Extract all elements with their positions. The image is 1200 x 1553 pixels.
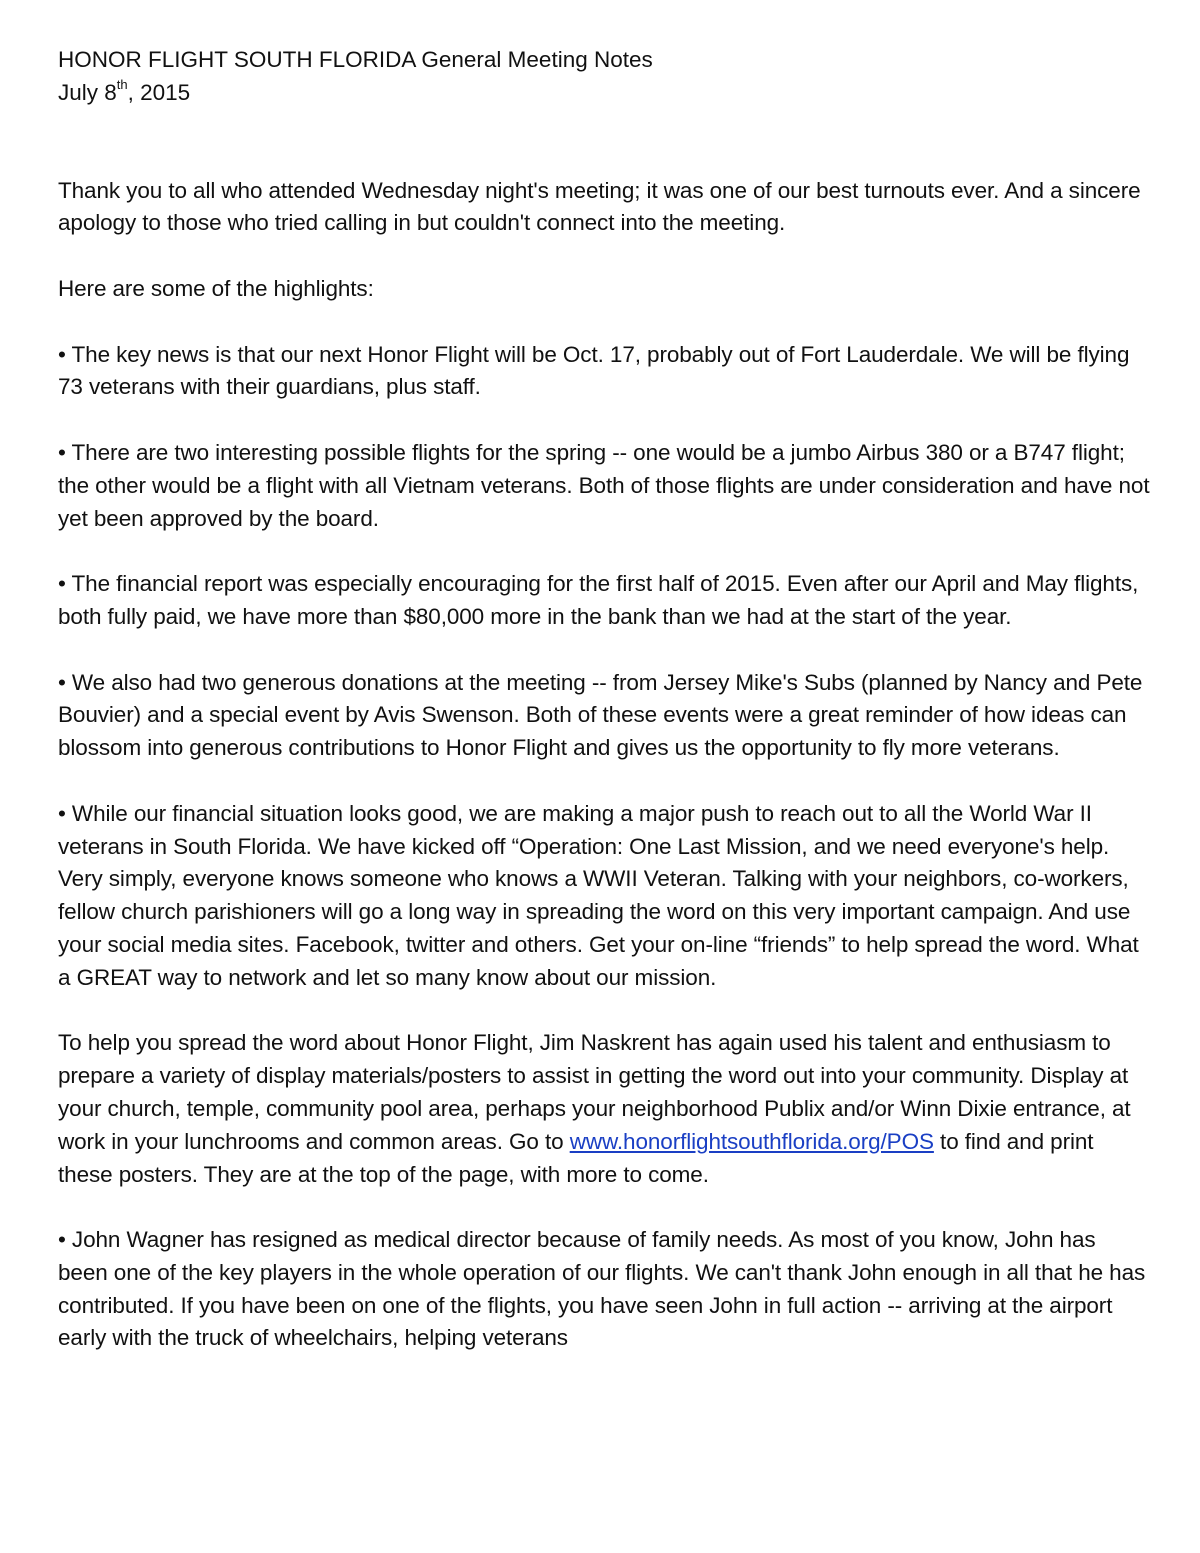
paragraph-highlights-intro: Here are some of the highlights: <box>58 275 374 301</box>
posters-link[interactable]: www.honorflightsouthflorida.org/POS <box>569 1128 934 1154</box>
date-year: , 2015 <box>127 79 191 105</box>
date-ordinal-suffix: th <box>116 77 128 93</box>
posters-text-after: to find and print these posters. They are at the top of the page, with more to come. <box>58 1128 1094 1187</box>
posters-text-before: To help you spread the word about Honor Flight, Jim Naskrent has again used his talent and enthusiasm to prepare a variety of display materials/posters to assist in getting the word out into your community. Display at your church, temple, community pool area, perhaps your neighborhood Publix and/or Winn Dixie entrance, at work in your lunchrooms and common areas. Go to <box>58 1030 1131 1154</box>
date-month-day: July 8 <box>58 79 117 105</box>
paragraph-thank-you: Thank you to all who attended Wednesday night's meeting; it was one of our best turnouts ever. And a sincere apology to those who tried calling in but couldn't connect into the meeting. <box>58 177 1141 236</box>
document-page <box>58 44 1150 1388</box>
bullet-spring-flights: • There are two interesting possible flights for the spring -- one would be a jumbo Airbus 380 or a B747 flight; the other would be a flight with all Vietnam veterans. Both of those flights are under consideration and have not yet been approved by the board. <box>58 439 1150 531</box>
bullet-outreach: • While our financial situation looks good, we are making a major push to reach out to all the World War II veterans in South Florida. We have kicked off “Operation: One Last Mission, and we need everyone's help. Very simply, everyone knows someone who knows a WWII Veteran. Talking with your neighbors, co-workers, fellow church parishioners will go a long way in spreading the word on this very important campaign. And use your social media sites. Facebook, twitter and others. Get your on-line “friends” to help spread the word. What a GREAT way to network and let so many know about our mission. <box>58 800 1139 990</box>
bullet-medical-director: • John Wagner has resigned as medical director because of family needs. As most of you know, John has been one of the key players in the whole operation of our flights. We can't thank John enough in all that he has contributed. If you have been on one of the flights, you have seen John in full action -- arriving at the airport early with the truck of wheelchairs, helping veterans <box>58 1227 1146 1351</box>
bullet-financial-report: • The financial report was especially encouraging for the first half of 2015. Even after our April and May flights, both fully paid, we have more than $80,000 more in the bank than we had at the start of the year. <box>58 571 1139 629</box>
bullet-next-flight: • The key news is that our next Honor Flight will be Oct. 17, probably out of Fort Lauderdale. We will be flying 73 veterans with their guardians, plus staff. <box>58 341 1130 400</box>
paragraph-posters <box>58 1027 1150 1191</box>
bullet-donations: • We also had two generous donations at the meeting -- from Jersey Mike's Subs (planned by Nancy and Pete Bouvier) and a special event by Avis Swenson. Both of these events were a great reminder of how ideas can blossom into generous contributions to Honor Flight and gives us the opportunity to fly more veterans. <box>58 669 1143 761</box>
document-header <box>58 44 1150 110</box>
document-title: HONOR FLIGHT SOUTH FLORIDA General Meeting Notes <box>58 47 653 72</box>
meeting-date <box>58 77 1150 110</box>
